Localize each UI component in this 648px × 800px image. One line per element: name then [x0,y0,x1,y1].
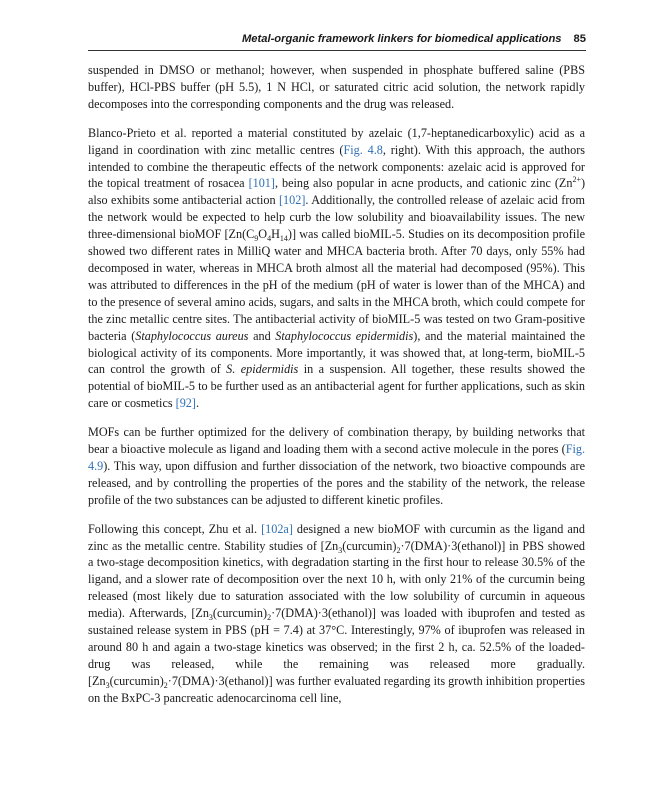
subscript: 2 [267,613,272,623]
text-run: (curcumin) [212,606,268,621]
text-run: Following this concept, Zhu et al. [88,521,262,536]
citation-link-92[interactable]: [92] [175,396,196,411]
text-run: )] was called bioMIL-5. Studies on its decomposition profile showed two different rates in MilliQ water and MHCA bacteria broth. After 70 days, only 55% had decomposed in water, whereas in MHCA broth almost all the material had decomposed (95%). This was attributed to differences in the pH of the medium (pH of water is lower than of the MHCA) and to the presence of several amino acids, sugars, and salts in the MHCA broth, which could compete for the zinc metallic centre sites. The antibacterial activity of bioMIL-5 was tested on two Gram-positive bacteria ( [88,227,585,343]
page-number: 85 [573,33,586,45]
subscript: 2 [396,545,401,555]
text-run: O [258,227,268,242]
subscript: 3 [338,545,343,555]
text-run: Blanco-Prieto et al. reported a material constituted by azelaic (1,7-heptanedicarboxylic) acid as a ligand in coordination with zinc metallic centres ( [88,125,585,157]
text-run: in a suspension. All together, these results showed the potential of bioMIL-5 to be further used as an antibacterial agent for further applications, such as skin care or cosmetics [88,362,585,411]
subscript: 3 [208,613,213,623]
text-run: ·7(DMA)·3(ethanol)] was further evaluated regarding its growth inhibition properties on the BxPC-3 pancreatic adenocarcinoma cell line, [88,673,585,705]
subscript: 2 [163,680,168,690]
text-run: (curcumin) [109,673,164,688]
text-run: , right). With this approach, the authors intended to combine the therapeutic effects of the network components: azelaic acid is approved for the topical treatment of rosacea [88,142,586,191]
paragraph-1 [88,62,585,113]
species-name: Staphylococcus epidermidis [275,328,414,343]
running-head [88,28,586,51]
text-run: MOFs can be further optimized for the delivery of combination therapy, by building networks that bear a bioactive molecule as ligand and loading them with a second active molecule in the pores ( [88,425,585,457]
text-run: ·7(DMA)·3(ethanol)] in PBS showed a two-stage decomposition kinetics, with degradation starting in the first hour to release 30.5% of the ligand, and a slower rate of decomposition over the next 10 h, with only 21% of the curcumin being released (most likely due to saturation associated with the low solubility of curcumin in aqueous media). Afterwards, [Zn [88,538,585,621]
text-run: . Additionally, the controlled release of azelaic acid from the network would be expected to help curb the low solubility and bioavailability issues. The new three-dimensional bioMOF [Zn(C [88,193,585,242]
figure-link-4-9[interactable]: Fig. 4.9 [88,442,585,473]
paragraph-3 [88,424,585,509]
text-run: . [195,396,199,411]
subscript: 9 [254,234,259,244]
subscript: 4 [267,234,272,244]
subscript: 14 [279,234,288,244]
species-name: S. epidermidis [226,362,299,377]
species-name: Staphylococcus aureus [135,328,249,343]
citation-link-102a[interactable]: [102a] [261,521,293,536]
text-run: and [248,328,276,343]
paragraph-2 [88,125,585,412]
text-run: ), and the material maintained the biological activity of its components. More importantly, it was showed that, at long-term, bioMIL-5 can control the growth of [88,328,585,377]
text-run: designed a new bioMOF with curcumin as the ligand and zinc as the metallic centre. Stability studies of [Zn [88,521,585,553]
superscript: 2+ [572,175,581,185]
paragraph-4 [88,521,585,707]
subscript: 3 [105,680,110,690]
body-text [88,62,585,719]
citation-link-102[interactable]: [102] [279,193,306,208]
text-run: (curcumin) [342,538,397,553]
text-run: suspended in DMSO or methanol; however, when suspended in phosphate buffered saline (PBS buffer), HCl-PBS buffer (pH 5.5), 1 N HCl, or saturated citric acid solution, the network rapidly decomposes into the corresponding components and the drug was released. [88,63,585,111]
text-run: ). This way, upon diffusion and further dissociation of the network, two bioactive compounds are released, and by controlling the properties of the pores and the stability of the network, the release profile of the two substances can be adjusted to different kinetic profiles. [88,458,585,507]
text-run: ) also exhibits some antibacterial action [88,176,586,208]
figure-link-4-8[interactable]: Fig. 4.8 [343,142,383,157]
text-run: ·7(DMA)·3(ethanol)] was loaded with ibuprofen and tested as sustained release system in PBS (pH = 7.4) at 37°C. Interestingly, 97% of ibuprofen was released in around 80 h and again a two-stage kinetics was observed; in the first 2 h, ca. 52.5% of the loaded-drug was released, while the remaining was released more gradually. [Zn [88,606,585,688]
citation-link-101[interactable]: [101] [248,176,275,191]
text-run: H [271,227,280,242]
running-head-title: Metal-organic framework linkers for biomedical applications [241,33,562,45]
text-run: , being also popular in acne products, and cationic zinc (Zn [274,176,573,191]
